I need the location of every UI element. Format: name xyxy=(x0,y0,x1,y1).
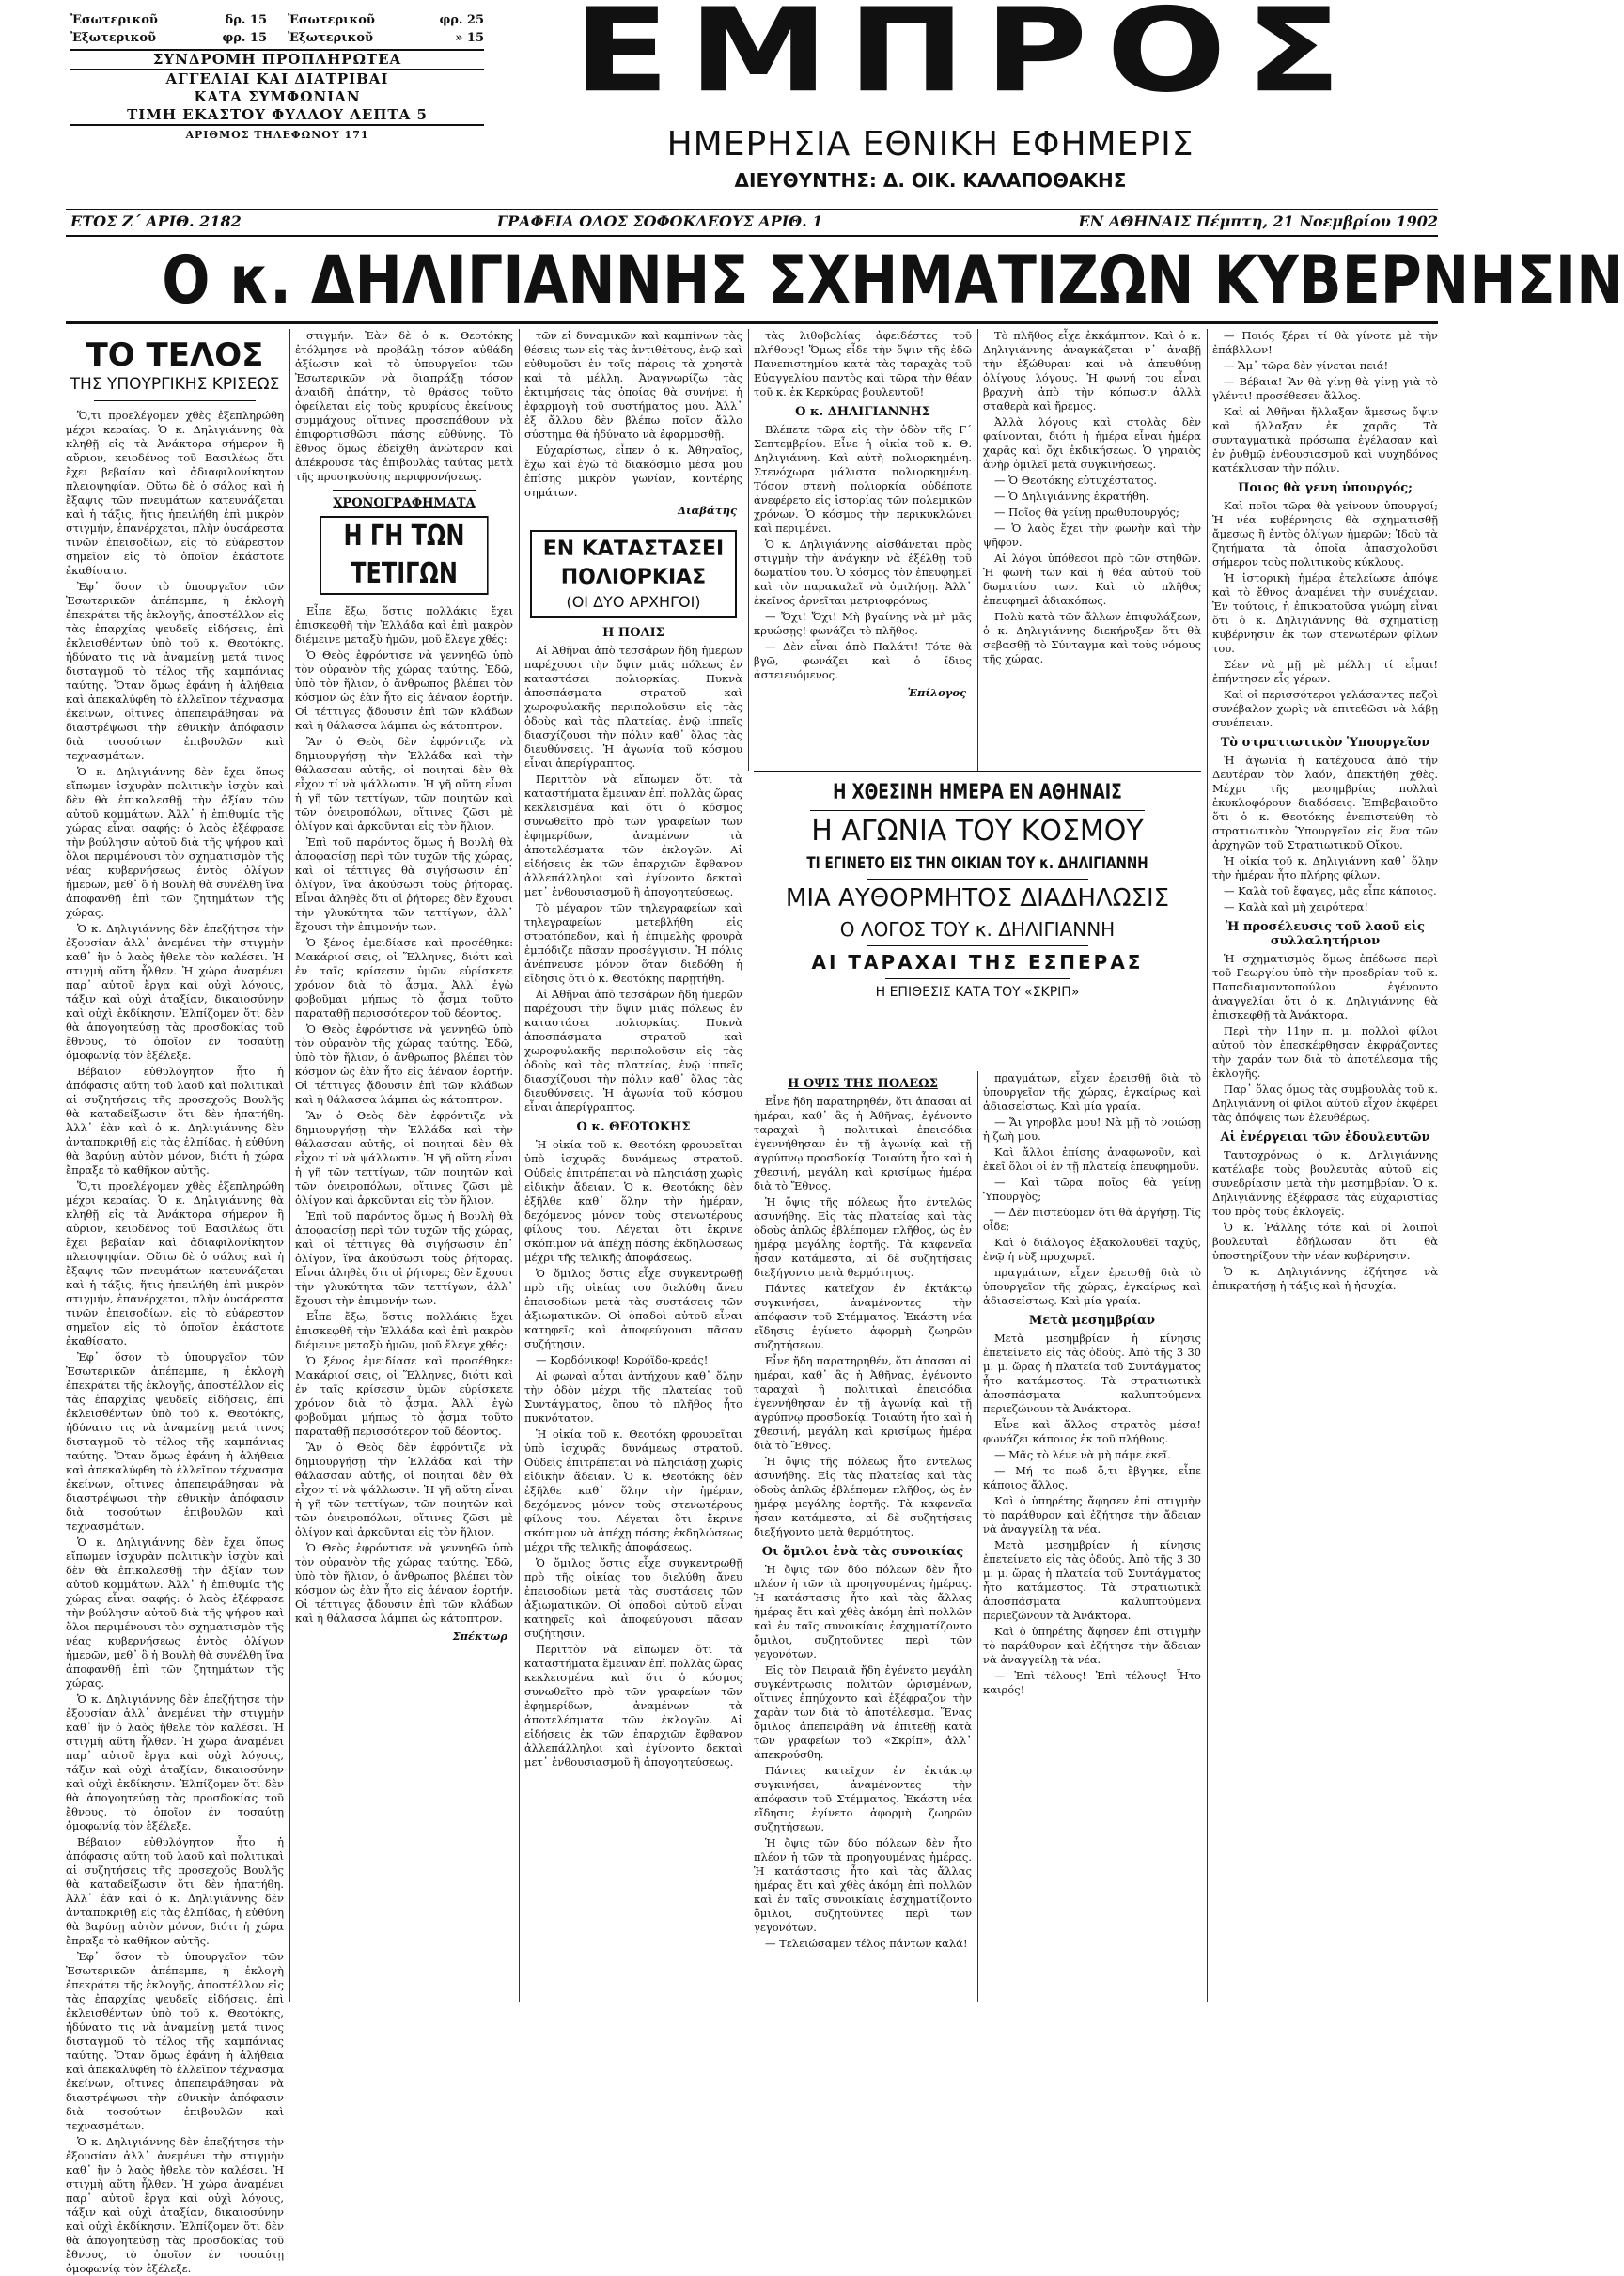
paragraph: — Ὄχι! Ὄχι! Μὴ βγαίνῃς νὰ μὴ μᾶς κρυώσῃς! φωνάζει τὸ πλῆθος. xyxy=(754,610,972,637)
paragraph: — Καλὰ τοῦ ἔφαγες, μᾶς εἶπε κάποιος. xyxy=(1224,884,1437,897)
paragraph: Βέβαιον εὐθυλόγητον ἦτο ἡ ἀπόφασις αὕτη τοῦ λαοῦ καὶ πολιτικαὶ αἱ συζητήσεις τῆς προσεχοῦς Βουλῆς θὰ καταδείξωσιν ὅτι δὲν ἠπατήθη. Ἀλλ᾽ ἐὰν καὶ ὁ κ. Δηλιγιάννης δὲν ἀνταποκριθῇ εἰς τὰς ἐλπίδας, ἡ εὐθύνη θὰ βαρύνῃ αὐτὸν μόνον, διότι ἡ χώρα ἔπραξε τὸ καθῆκον αὐτῆς. xyxy=(66,1065,284,1177)
feature-subheading: Η ΕΠΙΘΕΣΙΣ ΚΑΤΑ ΤΟΥ «ΣΚΡΙΠ» xyxy=(875,985,1080,1000)
paragraph: Καὶ ποῖοι τῶρα θὰ γείνουν ὑπουργοί; Ἡ νέα κυβέρνησις θὰ σχηματισθῇ ἄμεσως ἢ ἐντὸς ὀλίγων ἡμερῶν; Ἰδοὺ τὰ ζητήματα τὰ ὁποῖα ἀπασχολοῦσι σήμερον τοὺς πολιτικοὺς κύκλους. xyxy=(1212,499,1438,569)
paragraph: — Ὁ Θεοτόκης εὐτυχέστατος. xyxy=(994,474,1158,487)
offices: ΓΡΑΦΕΙΑ ΟΔΟΣ ΣΟΦΟΚΛΕΟΥΣ ΑΡΙΘ. 1 xyxy=(496,212,823,230)
column-rule xyxy=(977,1071,978,2002)
paragraph: Εἶνε ἤδη παρατηρηθέν, ὅτι ἀπασαι αἱ ἡμέραι, καθ᾽ ἃς ἡ Ἀθῆνας, ἐγένοντο ταραχαὶ ἢ πολιτικαὶ ἐπεισόδια ἐγεννήθησαν ἐν τῇ ἀγωνίᾳ καὶ τῇ ἀγρύπνῳ προσδοκίᾳ. Τοιαύτη ἦτο καὶ ἡ χθεσινή, μεγάλη καὶ κρισίμως ἡμέρα διὰ τὸ Ἔθνος. xyxy=(754,1095,972,1193)
paragraph: Ἀλλὰ λόγους καὶ στολὰς δὲν φαίνονται, διότι ἡ ἡμέρα εἶναι ἡμέρα χαρᾶς καὶ ὄχι ἐκδικήσεως. Ὁ γηραιὸς ἀνὴρ ὁμιλεῖ μετὰ συγκινήσεως. xyxy=(983,415,1201,471)
paragraph: Ὁ κ. Δηλιγιάννης δὲν ἔχει ὅπως εἴπωμεν ἰσχυρὰν πολιτικὴν ἰσχὺν καὶ δὲν θὰ ἐπικαλεσθῇ τὴν ἀξίαν τῶν αὐτοῦ κομμάτων. Ἀλλ᾽ ἡ ἐπιθυμία τῆς χώρας εἶναι σαφής: ὁ λαὸς ἐξέφρασε τὴν βούλησιν αὐτοῦ διὰ τῆς ψήφου καὶ ὅλοι περιμένουσι τὸν σχηματισμὸν τῆς νέας κυβερνήσεως ἐντὸς ὀλίγων ἡμερῶν, μεθ᾽ ὃ ἡ Βουλὴ θὰ συνέλθῃ ἵνα ἀποφανθῇ ἐπὶ τῶν ζητημάτων τῆς χώρας. xyxy=(66,765,285,919)
column-rule xyxy=(1207,329,1208,2002)
section-heading: Οι ὅμιλοι ἐνὰ τὰς συνοικίας xyxy=(761,1545,964,1559)
paragraph: Μετὰ μεσημβρίαν ἡ κίνησις ἐπετείνετο εἰς τὰς ὁδούς. Ἀπὸ τῆς 3 30 μ. μ. ὥρας ἡ πλατεία τοῦ Συντάγματος ἦτο κατάμεστος. Τὰ στρατιωτικὰ ἀποσπάσματα καλυπτούμενα περιεζώνουν τὰ Ἀνάκτορα. xyxy=(983,1538,1201,1622)
paragraph: τὰς λιθοβολίας ἀφειδέστες τοῦ πλήθους! Ὅμως εἶδε τὴν ὄψιν τῆς ἐδῶ Πανεπιστημίου κατὰ τὰς ταραχὰς τοῦ Εὐαγγελίου παντὸς καὶ τῶρα τὴν θέαν τοῦ κ. ἐκ Κερκύρας βουλευτοῦ! xyxy=(754,329,972,398)
paragraph: πραγμάτων, εἶχεν ἐρεισθῇ διὰ τὸ ὑπουργεῖον τῆς χώρας, ἐγκαίρως καὶ ἀδιασείστως. Καὶ μία γραία. xyxy=(983,1071,1201,1113)
paragraph: Εὐχαρίστως, εἶπεν ὁ κ. Ἀθηναῖος, ἔχω καὶ ἐγὼ τὸ διακόσμιο μέσα μου ἐπίσης μικρὸν γωνίαν, κοντέρης σημάτων. xyxy=(524,444,742,499)
column-4-top xyxy=(754,329,972,771)
paragraph: Βέβαιον εὐθυλόγητον ἦτο ἡ ἀπόφασις αὕτη τοῦ λαοῦ καὶ πολιτικαὶ αἱ συζητήσεις τῆς προσεχοῦς Βουλῆς θὰ καταδείξωσιν ὅτι δὲν ἠπατήθη. Ἀλλ᾽ ἐὰν καὶ ὁ κ. Δηλιγιάννης δὲν ἀνταποκριθῇ εἰς τὰς ἐλπίδας, ἡ εὐθύνη θὰ βαρύνῃ αὐτὸν μόνον, διότι ἡ χώρα ἔπραξε τὸ καθῆκον αὐτῆς. xyxy=(66,1835,284,1947)
paragraph: Πάντες κατεῖχον ἐν ἐκτάκτῳ συγκινήσει, ἀναμένοντες τὴν ἀπόφασιν τοῦ Στέμματος. Ἐκάστη νέα εἴδησις ἐγίνετο ἀφορμὴ ζωηρῶν συζητήσεων. xyxy=(754,1282,972,1351)
paragraph: Ὁ ὅμιλος ὅστις εἶχε συγκεντρωθῇ πρὸ τῆς οἰκίας του διελύθη ἄνευ ἐπεισοδίων μετὰ τὰς συστάσεις τῶν ἀξιωματικῶν. Οἱ ὀπαδοὶ αὐτοῦ εἶναι κατηφεῖς καὶ ἀποφεύγουσι πᾶσαν συζήτησιν. xyxy=(524,1556,742,1640)
paragraph: — Μᾶς τὸ λένε νὰ μὴ πάμε ἐκεῖ. xyxy=(994,1448,1171,1461)
feature-subheading: ΤΙ ΕΓΙΝΕΤΟ ΕΙΣ ΤΗΝ ΟΙΚΙΑΝ ΤΟΥ κ. ΔΗΛΙΓΙΑΝΝΗ xyxy=(806,854,1148,873)
paragraph: Εἶπε ἔξω, ὅστις πολλάκις ἔχει ἐπισκεφθῆ τὴν Ἑλλάδα καὶ ἐπὶ μακρὸν διέμεινε μεταξὺ ἡμῶν, μοῦ ἔλεγε χθές: xyxy=(295,604,513,646)
paragraph: Καὶ ἄλλοι ἐπίσης ἀναφωνοῦν, καὶ ἐκεῖ ὅλοι οἱ ἐν τῇ πλατείᾳ ἐπευφημοῦν. xyxy=(983,1146,1201,1173)
section-heading: ΧΡΟΝΟΓΡΑΦΗΜΑΤΑ xyxy=(333,496,476,510)
article-subtitle: ΤΗΣ ΥΠΟΥΡΓΙΚΗΣ ΚΡΙΣΕΩΣ xyxy=(70,375,280,394)
paragraph: — Καὶ τῶρα ποῖος θὰ γείνῃ Ὑπουργὸς; xyxy=(983,1176,1201,1203)
paragraph: Αἱ Ἀθῆναι ἀπὸ τεσσάρων ἤδη ἡμερῶν παρέχουσι τὴν ὄψιν μιᾶς πόλεως ἐν καταστάσει πολιορκίας. Πυκνὰ ἀποσπάσματα στρατοῦ καὶ χωροφυλακῆς περιπολοῦσιν εἰς τὰς ὁδοὺς καὶ τὰς πλατείας, ἐνῷ ἱππεῖς διασχίζουσι τὴν πόλιν καθ᾽ ὅλας τὰς διευθύνσεις. Ἡ ἀγωνία τοῦ κόσμου εἶναι ἀπερίγραπτος. xyxy=(524,644,742,770)
paragraph: — Τελειώσαμεν τέλος πάντων καλά! xyxy=(765,1937,968,1950)
paragraph: πραγμάτων, εἶχεν ἐρεισθῇ διὰ τὸ ὑπουργεῖον τῆς χώρας, ἐγκαίρως καὶ ἀδιασείστως. Καὶ μία γραία. xyxy=(983,1266,1201,1307)
section-heading: Η ΟΨΙΣ ΤΗΣ ΠΟΛΕΩΣ xyxy=(788,1077,938,1091)
article-title: ΤΟ ΤΕΛΟΣ xyxy=(86,336,264,374)
paragraph: Ἐπὶ τοῦ παρόντος ὅμως ἡ Βουλὴ θὰ ἀποφασίσῃ περὶ τῶν τυχῶν τῆς χώρας, καὶ οἱ τέττιγες θὰ σιγήσωσιν ἐπ᾽ ὀλίγον, ἵνα ἀκούσωσι τοὺς ῥήτορας. Εἶναι ἀληθὲς ὅτι οἱ ῥήτορες δὲν ἔχουσι τὴν γλυκύτητα τῶν τεττίγων, ἀλλ᾽ ἔχουσι τὴν ἐπιμονήν των. xyxy=(295,1209,513,1307)
paragraph: Ὁ κ. Δηλιγιάννης αἰσθάνεται πρὸς στιγμὴν τὴν ἀνάγκην νὰ ἐξέλθῃ τοῦ δωματίου του. Ὁ κόσμος τὸν ἐπευφημεῖ καὶ τὸν παρακαλεῖ νὰ ὁμιλήσῃ. Ἀλλ᾽ ἐκεῖνος ἀρνεῖται μετριοφρόνως. xyxy=(754,538,972,607)
paragraph: Ἂν ὁ Θεὸς δὲν ἐφρόντιζε νὰ δημιουργήσῃ τὴν Ἑλλάδα καὶ τὴν θάλασσαν αὐτῆς, οἱ ποιηταὶ δὲν θὰ εἶχον τί νὰ ψάλλωσιν. Ἡ γῆ αὕτη εἶναι ἡ γῆ τῶν τεττίγων, τῶν ποιητῶν καὶ τῶν ὀνειροπόλων, οἵτινες ζῶσι μὲ ὀλίγον καὶ ἀρκοῦνται εἰς τὸν ἥλιον. xyxy=(295,1441,513,1538)
director-line: ΔΙΕΥΘΥΝΤΗΣ: Δ. ΟΙΚ. ΚΑΛΑΠΟΘΑΚΗΣ xyxy=(734,169,1127,192)
price-row: Ἐσωτερικοῦ φρ. 25 xyxy=(288,13,484,27)
paragraph: — Δὲν πιστεύομεν ὅτι θὰ ἀργήσῃ. Τίς οἶδε; xyxy=(983,1206,1201,1233)
masthead-line: ΑΡΙΘΜΟΣ ΤΗΛΕΦΩΝΟΥ 171 xyxy=(185,129,369,141)
paragraph: Ἐφ᾽ ὅσον τὸ ὑπουργεῖον τῶν Ἐσωτερικῶν ἀπέπεμπε, ἡ ἐκλογὴ ἐπεκράτει τῆς ἐκλογῆς, ἀποστέλλον εἰς τὰς ἐπαρχίας ψευδεῖς εἰδήσεις, ἐπὶ ἐκλεισθέντων ὑπὸ τοῦ κ. Θεοτόκης, ἠδύνατο τις νὰ ἀναμείνῃ μετά τινος δισταγμοῦ τὸ τέλος τῆς καμπάνιας ταύτης. Ὅταν ὅμως ἐφάνη ἡ ἀλήθεια καὶ ἀπεκαλύφθη τὸ ἐλλεῖπον τέχνασμα ἐκείνων, οἵτινες ἀπεπειράθησαν νὰ διαστρέψωσι τὴν ἐθνικὴν ἀπόφασιν διὰ τοσούτων ἐπιβουλῶν καὶ τεχνασμάτων. xyxy=(66,1350,284,1533)
paragraph: — Ἄι γηροβλα μου! Νὰ μῇ τὸ νοιώσῃ ἡ ζωὴ μου. xyxy=(983,1115,1201,1143)
column-5-top xyxy=(983,329,1201,771)
masthead-line: ΤΙΜΗ ΕΚΑΣΤΟΥ ΦΥΛΛΟΥ ΛΕΠΤΑ 5 xyxy=(70,106,484,126)
paragraph: Παρ᾽ ὅλας ὅμως τὰς συμβουλὰς τοῦ κ. Δηλιγιάννη οἱ φίλοι αὐτοῦ εἶχον ἐκφέρει τὰς ἀπόψεις των ἐλευθέρως. xyxy=(1212,1083,1438,1124)
subscription-note: ΣΥΝΔΡΟΜΗ ΠΡΟΠΛΗΡΩΤΕΑ xyxy=(70,49,484,70)
feature-title: Η ΑΓΩΝΙΑ ΤΟΥ ΚΟΣΜΟΥ xyxy=(811,815,1144,848)
paragraph: Ὁ κ. Δηλιγιάννης ἐζήτησε νὰ ἐπικρατήσῃ ἡ τάξις καὶ ἡ ἡσυχία. xyxy=(1212,1265,1438,1292)
column-4-bottom xyxy=(754,1071,972,2002)
signature: Ἐπίλογος xyxy=(907,686,966,699)
price-row: Ἐξωτερικοῦ » 15 xyxy=(288,31,484,45)
paragraph: Ὁ Θεὸς ἐφρόντισε νὰ γεννηθῶ ὑπὸ τὸν οὐρανὸν τῆς χώρας ταύτης. Ἐδῶ, ὑπὸ τὸν ἥλιον, ὁ ἄνθρωπος βλέπει τὸν κόσμον ὡς ἐὰν ἦτο εἰς ἀέναον ἑορτήν. Οἱ τέττιγες ᾄδουσιν ἐπὶ τῶν κλάδων καὶ ἡ θάλασσα λάμπει ὡς κάτοπτρον. xyxy=(295,1022,513,1106)
section-heading: Η ΠΟΛΙΣ xyxy=(602,626,664,640)
issue-date: ΕΝ ΑΘΗΝΑΙΣ Πέμπτη, 21 Νοεμβρίου 1902 xyxy=(1078,212,1438,230)
column-6 xyxy=(1212,329,1438,2002)
section-heading: Αἱ ἐνέργειαι τῶν ἐδουλευτῶν xyxy=(1220,1130,1430,1145)
paragraph: Καὶ ὁ ὑπηρέτης ἄφησεν ἐπὶ στιγμὴν τὸ παράθυρον καὶ ἐζήτησε τὴν ἄδειαν νὰ ἀναγγείλῃ τὰ νέα. xyxy=(983,1625,1201,1666)
paragraph: Ὁ ξένος ἐμειδίασε καὶ προσέθηκε: Μακάριοί σεις, οἱ Ἕλληνες, διότι καὶ ἐν ταῖς κρίσεσιν ὑμῶν εὑρίσκετε χρόνον διὰ τὸ ᾆσμα. Ἀλλ᾽ ἐγὼ φοβοῦμαι μήπως τὸ ᾆσμα τοῦτο παραταθῇ περισσότερον τοῦ δέοντος. xyxy=(295,1354,513,1438)
main-headline: Ο κ. ΔΗΛΙΓΙΑΝΝΗΣ ΣΧΗΜΑΤΙΖΩΝ ΚΥΒΕΡΝΗΣΙΝ xyxy=(162,242,1624,319)
feature-header xyxy=(754,771,1201,1004)
paragraph: Ἡ οἰκία τοῦ κ. Θεοτόκη φρουρεῖται ὑπὸ ἰσχυρᾶς δυνάμεως στρατοῦ. Οὐδεὶς ἐπιτρέπεται νὰ πλησιάσῃ χωρὶς εἰδικὴν ἄδειαν. Ὁ κ. Θεοτόκης δὲν ἐξῆλθε καθ᾽ ὅλην τὴν ἡμέραν, δεχόμενος μόνον τοὺς στενωτέρους φίλους του. Λέγεται ὅτι ἔκρινε σκόπιμον νὰ ἀπέχῃ πάσης ἐκδηλώσεως μέχρι τῆς τελικῆς ἀποφάσεως. xyxy=(524,1138,742,1264)
paragraph: — Κορδόνικοφ! Κορόϊδο-κρεάς! xyxy=(536,1353,709,1366)
column-rule xyxy=(289,329,290,2002)
paragraph: Αἱ φωναὶ αὗται ἀντήχουν καθ᾽ ὅλην τὴν ὁδὸν μέχρι τῆς πλατείας τοῦ Συντάγματος, ὅπου τὸ πλῆθος ἦτο πυκνότατον. xyxy=(524,1369,742,1425)
signature: Σπέκτωρ xyxy=(452,1629,508,1643)
paragraph: Περιττὸν νὰ εἴπωμεν ὅτι τὰ καταστήματα ἔμειναν ἐπὶ πολλὰς ὥρας κεκλεισμένα καὶ ὅτι ὁ κόσμος συνωθεῖτο πρὸ τῶν γραφείων τῶν ἐφημερίδων, ἀναμένων τὰ ἀποτελέσματα τῶν ἐκλογῶν. Αἱ εἰδήσεις ἐκ τῶν ἐπαρχιῶν ἔφθανον ἀλλεπάλληλοι καὶ ἐγίνοντο δεκταὶ μετ᾽ ἐνθουσιασμοῦ ἢ ἀπογοητεύσεως. xyxy=(524,1643,742,1769)
section-heading: Μετὰ μεσημβρίαν xyxy=(1028,1314,1156,1328)
paragraph: Μετὰ μεσημβρίαν ἡ κίνησις ἐπετείνετο εἰς τὰς ὁδούς. Ἀπὸ τῆς 3 30 μ. μ. ὥρας ἡ πλατεία τοῦ Συντάγματος ἦτο κατάμεστος. Τὰ στρατιωτικὰ ἀποσπάσματα καλυπτούμενα περιεζώνουν τὰ Ἀνάκτορα. xyxy=(983,1332,1201,1415)
masthead-line: ΚΑΤΑ ΣΥΜΦΩΝΙΑΝ xyxy=(194,88,361,105)
paragraph: — Ἄμ᾽ τῶρα δὲν γίνεται πειά! xyxy=(1224,359,1389,372)
feature-subheading: ΑΙ ΤΑΡΑΧΑΙ ΤΗΣ ΕΣΠΕΡΑΣ xyxy=(811,951,1144,974)
paragraph: Ἡ ἱστορικὴ ἡμέρα ἐτελείωσε ἀπόψε καὶ τὸ ἔθνος ἀναμένει τὴν συνέχειαν. Ἐν τούτοις, ἡ ἐπικρατοῦσα γνώμη εἶναι ὅτι ὁ κ. Δηλιγιάννης θὰ σχηματίσῃ κυβέρνησιν ἐκ τῶν στενωτέρων φίλων του. xyxy=(1212,571,1438,655)
paragraph: — Μή το πωδ ὅ,τι ἔβγηκε, εἶπε κάποιος ἄλλος. xyxy=(983,1464,1201,1491)
paragraph: Περιττὸν νὰ εἴπωμεν ὅτι τὰ καταστήματα ἔμειναν ἐπὶ πολλὰς ὥρας κεκλεισμένα καὶ ὅτι ὁ κόσμος συνωθεῖτο πρὸ τῶν γραφείων τῶν ἐφημερίδων, ἀναμένων τὰ ἀποτελέσματα τῶν ἐκλογῶν. Αἱ εἰδήσεις ἐκ τῶν ἐπαρχιῶν ἔφθανον ἀλλεπάλληλοι καὶ ἐγίνοντο δεκταὶ μετ᾽ ἐνθουσιασμοῦ ἢ ἀπογοητεύσεως. xyxy=(524,772,742,898)
paragraph: Ἡ ὄψις τῶν δύο πόλεων δὲν ἦτο πλέον ἡ τῶν τὰ προηγουμένας ἡμέρας. Ἡ κατάστασις ἦτο καὶ τὰς ἄλλας ἡμέρας ἔτι καὶ χθὲς ἀκόμη ἐπὶ πολλῶν καὶ ἐν ταῖς συνοικίαις ἐσχηματίζοντο ὅμιλοι, συζητοῦντες περὶ τῶν γεγονότων. xyxy=(754,1836,972,1934)
paragraph: Πάντες κατεῖχον ἐν ἐκτάκτῳ συγκινήσει, ἀναμένοντες τὴν ἀπόφασιν τοῦ Στέμματος. Ἐκάστη νέα εἴδησις ἐγίνετο ἀφορμὴ ζωηρῶν συζητήσεων. xyxy=(754,1764,972,1833)
paragraph: Ταυτοχρόνως ὁ κ. Δηλιγιάννης κατέλαβε τοὺς βουλευτὰς αὐτοῦ εἰς συνεδρίασιν μετὰ τὴν μεσημβρίαν. Ὁ κ. Δηλιγιάννης ἐξέφρασε τὰς εὐχαριστίας του πρὸς τοὺς ἐκλογεῖς. xyxy=(1212,1148,1438,1218)
section-heading: Ο κ. ΔΗΛΙΓΙΑΝΝΗΣ xyxy=(795,405,930,419)
paragraph: Ὁ ὅμιλος ὅστις εἶχε συγκεντρωθῇ πρὸ τῆς οἰκίας του διελύθη ἄνευ ἐπεισοδίων μετὰ τὰς συστάσεις τῶν ἀξιωματικῶν. Οἱ ὀπαδοὶ αὐτοῦ εἶναι κατηφεῖς καὶ ἀποφεύγουσι πᾶσαν συζήτησιν. xyxy=(524,1267,742,1350)
paragraph: Καὶ αἱ Ἀθῆναι ἤλλαξαν ἄμεσως ὄψιν καὶ ἤλλαξαν ἐκ χαρᾶς. Τὰ συνταγματικὰ πρόσωπα ἐγέλασαν καὶ ἐν ῥυθμῷ ἐνθουσιασμοῦ καὶ ψυχηδόνος κατέκλυσαν τὴν πόλιν. xyxy=(1212,405,1438,475)
paragraph: Εἰς τὸν Πειραιᾶ ἤδη ἐγένετο μεγάλη συγκέντρωσις πολιτῶν ὡρισμένων, οἵτινες ἐπηύχοντο καὶ ἐξέφραζον τὴν χαρὰν των διὰ τὸ ἀποτέλεσμα. Ἕνας ὅμιλος ἀπεπειράθη νὰ ἐπιτεθῇ κατὰ τῶν γραφείων τοῦ «Σκρίπ», ἀλλ᾽ ἀπεκρούσθη. xyxy=(754,1663,972,1761)
paragraph: Ἡ ὄψις τῆς πόλεως ἦτο ἐντελῶς ἀσυνήθης. Εἰς τὰς πλατείας καὶ τὰς ὁδοὺς ἀπλῶς ἐβλέπομεν πλῆθος, ὡς ἐν ἡμέρᾳ μεγάλης ἑορτῆς. Τὰ καφενεῖα ἦσαν κατάμεστα, αἱ δὲ συζητήσεις διεξήγοντο μετὰ θερμότητος. xyxy=(754,1195,972,1279)
paragraph: Ἡ σχηματισμὸς ὅμως ἐπέδωσε περὶ τοῦ Γεωργίου ὑπὸ τὴν προεδρίαν τοῦ κ. Παπαδιαμαντοπούλου ἐγένοντο ἀναγγελίαι ὅτι ὁ κ. Δηλιγιάννης θὰ ἐπισκεφθῇ τὰ Ἀνάκτορα. xyxy=(1212,952,1438,1021)
newspaper-subtitle: ΗΜΕΡΗΣΙΑ ΕΘΝΙΚΗ ΕΦΗΜΕΡΙΣ xyxy=(666,125,1195,164)
paragraph: Αἱ λόγοι ὑπόθεσοι πρὸ τῶν στηθῶν. Ἡ φωνὴ τῶν καὶ ἡ θέα αὐτοῦ τοῦ δωματίου των. Καὶ τὸ πλῆθος ἐπευφημεῖ ἀδιακόπως. xyxy=(983,552,1201,607)
paragraph: Εἶνε καὶ ἄλλος στρατὸς μέσα! φωνάζει κάποιος ἐκ τοῦ πλήθους. xyxy=(983,1418,1201,1445)
paragraph: Καὶ οἱ περισσότεροι γελάσαντες πεζοὶ συνέβαλον χωρὶς νὰ ἐπιτεθῶσι νὰ λάβῃ συνέπειαν. xyxy=(1212,688,1438,729)
column-rule xyxy=(977,329,978,771)
paragraph: Εἶπε ἔξω, ὅστις πολλάκις ἔχει ἐπισκεφθῆ τὴν Ἑλλάδα καὶ ἐπὶ μακρὸν διέμεινε μεταξὺ ἡμῶν, μοῦ ἔλεγε χθές: xyxy=(295,1310,513,1351)
column-3 xyxy=(524,329,742,2002)
paragraph: Τὸ πλῆθος εἶχε ἐκκάμπτον. Καὶ ὁ κ. Δηλιγιάννης ἀναγκάζεται ν᾽ ἀναβῇ τὴν ἐξώθυραν καὶ νὰ ἀπευθύνῃ ὀλίγους λόγους. Ἡ φωνή του εἶναι βραχνὴ ἀπὸ τὴν κόπωσιν ἀλλὰ σταθερὰ καὶ ἤρεμος. xyxy=(983,329,1201,413)
price-row: Ἐσωτερικοῦ δρ. 15 xyxy=(70,13,267,27)
paragraph: Ἂν ὁ Θεὸς δὲν ἐφρόντιζε νὰ δημιουργήσῃ τὴν Ἑλλάδα καὶ τὴν θάλασσαν αὐτῆς, οἱ ποιηταὶ δὲν θὰ εἶχον τί νὰ ψάλλωσιν. Ἡ γῆ αὕτη εἶναι ἡ γῆ τῶν τεττίγων, τῶν ποιητῶν καὶ τῶν ὀνειροπόλων, οἵτινες ζῶσι μὲ ὀλίγον καὶ ἀρκοῦνται εἰς τὸν ἥλιον. xyxy=(295,735,513,833)
paragraph: Περὶ τὴν 11ην π. μ. πολλοὶ φίλοι αὐτοῦ τὸν ἐπεσκέφθησαν ἐκφράζοντες τὴν χαράν των διὰ τὸ ἀποτέλεσμα τῆς ἐκλογῆς. xyxy=(1212,1024,1438,1080)
section-heading: Ποιος θὰ γενη ὑπουργός; xyxy=(1238,481,1413,495)
paragraph: Καὶ ὁ ὑπηρέτης ἄφησεν ἐπὶ στιγμὴν τὸ παράθυρον καὶ ἐζήτησε τὴν ἄδειαν νὰ ἀναγγείλῃ τὰ νέα. xyxy=(983,1494,1201,1536)
feature-kicker: Η ΧΘΕΣΙΝΗ ΗΜΕΡΑ ΕΝ ΑΘΗΝΑΙΣ xyxy=(833,781,1122,804)
paragraph: — Ὁ Δηλιγιάννης ἐκρατήθη. xyxy=(994,490,1149,503)
paragraph: Ἂν ὁ Θεὸς δὲν ἐφρόντιζε νὰ δημιουργήσῃ τὴν Ἑλλάδα καὶ τὴν θάλασσαν αὐτῆς, οἱ ποιηταὶ δὲν θὰ εἶχον τί νὰ ψάλλωσιν. Ἡ γῆ αὕτη εἶναι ἡ γῆ τῶν τεττίγων, τῶν ποιητῶν καὶ τῶν ὀνειροπόλων, οἵτινες ζῶσι μὲ ὀλίγον καὶ ἀρκοῦνται εἰς τὸν ἥλιον. xyxy=(295,1109,513,1207)
paragraph: — Ὁ λαὸς ἔχει τὴν φωνὴν καὶ τὴν ψῆφον. xyxy=(983,522,1201,549)
paragraph: Ἡ ὄψις τῶν δύο πόλεων δὲν ἦτο πλέον ἡ τῶν τὰ προηγουμένας ἡμέρας. Ἡ κατάστασις ἦτο καὶ τὰς ἄλλας ἡμέρας ἔτι καὶ χθὲς ἀκόμη ἐπὶ πολλῶν καὶ ἐν ταῖς συνοικίαις ἐσχηματίζοντο ὅμιλοι, συζητοῦντες περὶ τῶν γεγονότων. xyxy=(754,1563,972,1660)
kicker: Διαβάτης xyxy=(678,504,737,517)
column-5-bottom xyxy=(983,1071,1201,2002)
masthead-line: ΑΓΓΕΛΙΑΙ ΚΑΙ ΔΙΑΤΡΙΒΑΙ xyxy=(165,70,389,87)
section-heading: Ἡ προσέλευσις τοῦ λαοῦ εἰς συλλαλητήριον xyxy=(1226,920,1425,948)
paragraph: Ἡ ὄψις τῆς πόλεως ἦτο ἐντελῶς ἀσυνήθης. Εἰς τὰς πλατείας καὶ τὰς ὁδοὺς ἀπλῶς ἐβλέπομεν πλῆθος, ὡς ἐν ἡμέρᾳ μεγάλης ἑορτῆς. Τὰ καφενεῖα ἦσαν κατάμεστα, αἱ δὲ συζητήσεις διεξήγοντο μετὰ θερμότητος. xyxy=(754,1455,972,1538)
paragraph: Ἐφ᾽ ὅσον τὸ ὑπουργεῖον τῶν Ἐσωτερικῶν ἀπέπεμπε, ἡ ἐκλογὴ ἐπεκράτει τῆς ἐκλογῆς, ἀποστέλλον εἰς τὰς ἐπαρχίας ψευδεῖς εἰδήσεις, ἐπὶ ἐκλεισθέντων ὑπὸ τοῦ κ. Θεοτόκης, ἠδύνατο τις νὰ ἀναμείνῃ μετά τινος δισταγμοῦ τὸ τέλος τῆς καμπάνιας ταύτης. Ὅταν ὅμως ἐφάνη ἡ ἀλήθεια καὶ ἀπεκαλύφθη τὸ ἐλλεῖπον τέχνασμα ἐκείνων, οἵτινες ἀπεπειράθησαν νὰ διαστρέψωσι τὴν ἐθνικὴν ἀπόφασιν διὰ τοσούτων ἐπιβουλῶν καὶ τεχνασμάτων. xyxy=(66,1950,284,2132)
issue-info-bar xyxy=(70,212,1438,230)
issue-year: ΕΤΟΣ Ζ΄ ΑΡΙΘ. 2182 xyxy=(70,212,242,230)
paragraph: — Ποῖος θὰ γείνῃ πρωθυπουργός; xyxy=(994,506,1179,519)
paragraph: Ἡ ἀγωνία ἡ κατέχουσα ἀπὸ τὴν Δευτέραν τὸν λαόν, ἀπεκτήθη χθὲς. Μέχρι τῆς μεσημβρίας πολλαὶ ἐκυκλοφόρουν διαδόσεις. Ἐπιβεβαιοῦτο ὅτι ὁ κ. Θεοτόκης ἐνεπιστεύθη τὸ στρατιωτικὸν Ὑπουργεῖον εἰς ἕνα τῶν ἀρχηγῶν τοῦ Στρατιωτικοῦ Οἴκου. xyxy=(1212,754,1438,851)
paragraph: Ὁ κ. Δηλιγιάννης δὲν ἔχει ὅπως εἴπωμεν ἰσχυρὰν πολιτικὴν ἰσχὺν καὶ δὲν θὰ ἐπικαλεσθῇ τὴν ἀξίαν τῶν αὐτοῦ κομμάτων. Ἀλλ᾽ ἡ ἐπιθυμία τῆς χώρας εἶναι σαφής: ὁ λαὸς ἐξέφρασε τὴν βούλησιν αὐτοῦ διὰ τῆς ψήφου καὶ ὅλοι περιμένουσι τὸν σχηματισμὸν τῆς νέας κυβερνήσεως ἐντὸς ὀλίγων ἡμερῶν, μεθ᾽ ὃ ἡ Βουλὴ θὰ συνέλθῃ ἵνα ἀποφανθῇ ἐπὶ τῶν ζητημάτων τῆς χώρας. xyxy=(66,1536,285,1690)
divider xyxy=(66,209,1438,210)
masthead-info xyxy=(70,11,484,144)
paragraph: Τὸ μέγαρον τῶν τηλεγραφείων καὶ τηλεγραφείων μετεβλήθη εἰς στρατόπεδον, καὶ ἡ ἐπιμελὴς φρουρὰ ἐμπόδιζε πᾶσαν προσέγγισιν. Ἡ πόλις ἀνέπνευσε μόνον ὅταν διεδόθη ἡ εἴδησις ὅτι ὁ κ. Θεοτόκης παρῃτήθη. xyxy=(524,901,742,985)
paragraph: Ὁ κ. Δηλιγιάννης δὲν ἐπεζήτησε τὴν ἐξουσίαν ἀλλ᾽ ἀνεμένει τὴν στιγμὴν καθ᾽ ἣν ὁ λαὸς ἤθελε τὸν καλέσει. Ἡ στιγμὴ αὕτη ἦλθεν. Ἡ χώρα ἀναμένει παρ᾽ αὐτοῦ ἔργα καὶ οὐχὶ λόγους, τάξιν καὶ οὐχὶ ἀταξίαν, δικαιοσύνην καὶ οὐχὶ ἐκδίκησιν. Ἐλπίζομεν ὅτι δὲν θὰ ἀπογοητεύσῃ τὰς προσδοκίας τοῦ ἔθνους, τὸ ὁποῖον ἐν τοσαύτῃ ὁμοφωνίᾳ τὸν ἐξέλεξε. xyxy=(66,2135,284,2275)
paragraph: Ἡ οἰκία τοῦ κ. Δηλιγιάννη καθ᾽ ὅλην τὴν ἡμέραν ἦτο πλήρης φίλων. xyxy=(1212,854,1438,881)
column-2 xyxy=(295,329,513,2002)
paragraph: Καὶ ὁ διάλογος ἐξακολουθεῖ ταχύς, ἐνῷ ἡ νὺξ προχωρεῖ. xyxy=(983,1236,1201,1263)
paragraph: Ἐφ᾽ ὅσον τὸ ὑπουργεῖον τῶν Ἐσωτερικῶν ἀπέπεμπε, ἡ ἐκλογὴ ἐπεκράτει τῆς ἐκλογῆς, ἀποστέλλον εἰς τὰς ἐπαρχίας ψευδεῖς εἰδήσεις, ἐπὶ ἐκλεισθέντων ὑπὸ τοῦ κ. Θεοτόκης, ἠδύνατο τις νὰ ἀναμείνῃ μετά τινος δισταγμοῦ τὸ τέλος τῆς καμπάνιας ταύτης. Ὅταν ὅμως ἐφάνη ἡ ἀλήθεια καὶ ἀπεκαλύφθη τὸ ἐλλεῖπον τέχνασμα ἐκείνων, οἵτινες ἀπεπειράθησαν νὰ διαστρέψωσι τὴν ἐθνικὴν ἀπόφασιν διὰ τοσούτων ἐπιβουλῶν καὶ τεχνασμάτων. xyxy=(66,580,284,762)
paragraph: Εἶνε ἤδη παρατηρηθέν, ὅτι ἀπασαι αἱ ἡμέραι, καθ᾽ ἃς ἡ Ἀθῆνας, ἐγένοντο ταραχαὶ ἢ πολιτικαὶ ἐπεισόδια ἐγεννήθησαν ἐν τῇ ἀγωνίᾳ καὶ τῇ ἀγρύπνῳ προσδοκίᾳ. Τοιαύτη ἦτο καὶ ἡ χθεσινή, μεγάλη καὶ κρισίμως ἡμέρα διὰ τὸ Ἔθνος. xyxy=(754,1354,972,1452)
column-rule xyxy=(748,329,749,771)
divider xyxy=(66,235,1438,237)
paragraph: Ἡ οἰκία τοῦ κ. Θεοτόκη φρουρεῖται ὑπὸ ἰσχυρᾶς δυνάμεως στρατοῦ. Οὐδεὶς ἐπιτρέπεται νὰ πλησιάσῃ χωρὶς εἰδικὴν ἄδειαν. Ὁ κ. Θεοτόκης δὲν ἐξῆλθε καθ᾽ ὅλην τὴν ἡμέραν, δεχόμενος μόνον τοὺς στενωτέρους φίλους του. Λέγεται ὅτι ἔκρινε σκόπιμον νὰ ἀπέχῃ πάσης ἐκδηλώσεως μέχρι τῆς τελικῆς ἀποφάσεως. xyxy=(524,1427,742,1553)
paragraph: — Ποιός ξέρει τί θὰ γίνοτε μὲ τὴν ἐπάβλλων! xyxy=(1212,329,1438,356)
paragraph: Ὁ ξένος ἐμειδίασε καὶ προσέθηκε: Μακάριοί σεις, οἱ Ἕλληνες, διότι καὶ ἐν ταῖς κρίσεσιν ὑμῶν εὑρίσκετε χρόνον διὰ τὸ ᾆσμα. Ἀλλ᾽ ἐγὼ φοβοῦμαι μήπως τὸ ᾆσμα τοῦτο παραταθῇ περισσότερον τοῦ δέοντος. xyxy=(295,936,513,1020)
paragraph: — Βέβαια! Ἂν θὰ γίνῃ θὰ γίνῃ γιὰ τὸ γλέντι! προσέθεσεν ἄλλος. xyxy=(1212,375,1438,402)
divider xyxy=(66,321,1438,324)
paragraph: τῶν εἰ δυναμικῶν καὶ καμπίνων τὰς θέσεις των εἰς τὰς ἀντιθέτους, ἐνῷ καὶ εὐθυμοῦσι ἐν τοῖς πάροις τὰ χρηστὰ καὶ τὰ μέλλη. Ἀναγνωρίζω τὰς ἐκτιμήσεις τὰς ὁποίας θὰ συνήνει ἡ ἐφαρμογὴ τοῦ συστήματος μου. Ἀλλ᾽ ἐξ ἄλλου δὲν βλέπω ποῖον ἄλλο σύστημα θὰ ἠδύνατο νὰ ἐφαρμοσθῇ. xyxy=(524,329,742,441)
paragraph: Ὁ Θεὸς ἐφρόντισε νὰ γεννηθῶ ὑπὸ τὸν οὐρανὸν τῆς χώρας ταύτης. Ἐδῶ, ὑπὸ τὸν ἥλιον, ὁ ἄνθρωπος βλέπει τὸν κόσμον ὡς ἐὰν ἦτο εἰς ἀέναον ἑορτήν. Οἱ τέττιγες ᾄδουσιν ἐπὶ τῶν κλάδων καὶ ἡ θάλασσα λάμπει ὡς κάτοπτρον. xyxy=(295,1541,513,1625)
feature-subheading: Ο ΛΟΓΟΣ ΤΟΥ κ. ΔΗΛΙΓΙΑΝΝΗ xyxy=(839,918,1116,941)
paragraph: Πολὺ κατὰ τῶν ἄλλων ἐπιφυλάξεων, ὁ κ. Δηλιγιάννης διεκήρυξεν ὅτι θὰ σεβασθῇ τὸ Σύνταγμα καὶ τοὺς νόμους τῆς χώρας. xyxy=(983,610,1201,665)
paragraph: Σέεν νὰ μῇ μὲ μέλλῃ τί εἶμαι! ἐπήντησεν εἷς γέρων. xyxy=(1212,658,1438,685)
paragraph: Βλέπετε τῶρα εἰς τὴν ὁδὸν τῆς Γ΄ Σεπτεμβρίου. Εἶνε ἡ οἰκία τοῦ κ. Θ. Δηλιγιάννη. Καὶ αὐτὴ πολιορκημένη. Στενόχωρα μάλιστα πολιορκημένη. Τόσον στενὴ πολιορκία οὐδέποτε ἀνεφέρετο εἰς ἱστορίας τῶν πολεμικῶν χρόνων. Ὁ κόσμος τὴν περικυκλώνει καὶ περιμένει. xyxy=(754,423,972,535)
column-1 xyxy=(66,329,285,2275)
paragraph: Ὅ,τι προελέγομεν χθὲς ἐξεπληρώθη μέχρι κεραίας. Ὁ κ. Δηλιγιάννης θὰ κληθῇ εἰς τὰ Ἀνάκτορα σήμερον ἢ αὔριον, κειοδένος τοῦ Βασιλέως ὅτι ἔχει βεβαίαν καὶ ἀδιαφιλονίκητον πλειοψηφίαν. Οὕτω δὲ ὁ σάλος καὶ ἡ ἔξαψις τῶν πνευμάτων κατευνάζεται καὶ ἡ τάξις, ἥτις ἠπειλήθη ἐπὶ μικρὸν στιγμήν, ἐπανέρχεται, πλὴν ὀυσάρεστα τινῶν ἐπεισοδίων, εἰς τὸ εὐάρεστον σημεῖον εἰς τὸ ὁποῖον ἐκάστοτε ἐκαθίσατο. xyxy=(66,1179,284,1348)
paragraph: — Καλὰ καὶ μὴ χειρότερα! xyxy=(1224,900,1368,913)
section-heading: Ο κ. ΘΕΟΤΟΚΗΣ xyxy=(576,1120,691,1134)
paragraph: Ὁ κ. Δηλιγιάννης δὲν ἐπεζήτησε τὴν ἐξουσίαν ἀλλ᾽ ἀνεμένει τὴν στιγμὴν καθ᾽ ἣν ὁ λαὸς ἤθελε τὸν καλέσει. Ἡ στιγμὴ αὕτη ἦλθεν. Ἡ χώρα ἀναμένει παρ᾽ αὐτοῦ ἔργα καὶ οὐχὶ λόγους, τάξιν καὶ οὐχὶ ἀταξίαν, δικαιοσύνην καὶ οὐχὶ ἐκδίκησιν. Ἐλπίζομεν ὅτι δὲν θὰ ἀπογοητεύσῃ τὰς προσδοκίας τοῦ ἔθνους, τὸ ὁποῖον ἐν τοσαύτῃ ὁμοφωνίᾳ τὸν ἐξέλεξε. xyxy=(66,1692,284,1832)
paragraph: Ὁ κ. Δηλιγιάννης δὲν ἐπεζήτησε τὴν ἐξουσίαν ἀλλ᾽ ἀνεμένει τὴν στιγμὴν καθ᾽ ἣν ὁ λαὸς ἤθελε τὸν καλέσει. Ἡ στιγμὴ αὕτη ἦλθεν. Ἡ χώρα ἀναμένει παρ᾽ αὐτοῦ ἔργα καὶ οὐχὶ λόγους, τάξιν καὶ οὐχὶ ἀταξίαν, δικαιοσύνην καὶ οὐχὶ ἐκδίκησιν. Ἐλπίζομεν ὅτι δὲν θὰ ἀπογοητεύσῃ τὰς προσδοκίας τοῦ ἔθνους, τὸ ὁποῖον ἐν τοσαύτῃ ὁμοφωνίᾳ τὸν ἐξέλεξε. xyxy=(66,922,284,1062)
feature-subheading: ΜΙΑ ΑΥΘΟΡΜΗΤΟΣ ΔΙΑΔΗΛΩΣΙΣ xyxy=(785,884,1170,912)
boxed-title: ΕΝ ΚΑΤΑΣΤΑΣΕΙ ΠΟΛΙΟΡΚΙΑΣ (ΟΙ ΔΥΟ ΑΡΧΗΓΟΙ) xyxy=(530,530,737,618)
paragraph: στιγμήν. Ἐὰν δὲ ὁ κ. Θεοτόκης ἐτόλμησε νὰ προβάλῃ τόσον αὐθάδη ἀξίωσιν καὶ τὸ ὑπουργεῖον τῶν Ἐσωτερικῶν νὰ διαπράξῃ τόσον ἀναιδῆ ἀπάτην, τὸ θράσος τοῦτο ὀφείλεται εἰς τοὺς κρυφίους ἐκείνους συμμάχους οἵτινες προσεπάθουν νὰ ἐπιφορτισθῶσι πάσης εὐθύνης. Τὸ ἔθνος ὅμως ἐδείχθη ἀνώτερον καὶ ἀπέκρουσε τὰς ἐπιβουλὰς ταύτας μετὰ τῆς προσηκούσης περιφρονήσεως. xyxy=(295,329,513,483)
paragraph: — Ἐπὶ τέλους! Ἐπὶ τέλους! Ἦτο καιρός! xyxy=(983,1669,1201,1696)
newspaper-logo: ΕΜΠΡΟΣ xyxy=(573,0,1361,118)
boxed-title: Η ΓΗ ΤΩΝ ΤΕΤΙΓΩΝ xyxy=(320,516,488,595)
paragraph: Αἱ Ἀθῆναι ἀπὸ τεσσάρων ἤδη ἡμερῶν παρέχουσι τὴν ὄψιν μιᾶς πόλεως ἐν καταστάσει πολιορκίας. Πυκνὰ ἀποσπάσματα στρατοῦ καὶ χωροφυλακῆς περιπολοῦσιν εἰς τὰς ὁδοὺς καὶ τὰς πλατείας, ἐνῷ ἱππεῖς διασχίζουσι τὴν πόλιν καθ᾽ ὅλας τὰς διευθύνσεις. Ἡ ἀγωνία τοῦ κόσμου εἶναι ἀπερίγραπτος. xyxy=(524,988,742,1114)
column-rule xyxy=(519,329,520,2002)
article-columns xyxy=(66,329,1438,2275)
paragraph: Ὁ κ. Ῥάλλης τότε καὶ οἱ λοιποὶ βουλευταὶ ἐδήλωσαν ὅτι θὰ ὑποστηρίξουν τὴν νέαν κυβέρνησιν. xyxy=(1212,1221,1438,1262)
paragraph: Ἐπὶ τοῦ παρόντος ὅμως ἡ Βουλὴ θὰ ἀποφασίσῃ περὶ τῶν τυχῶν τῆς χώρας, καὶ οἱ τέττιγες θὰ σιγήσωσιν ἐπ᾽ ὀλίγον, ἵνα ἀκούσωσι τοὺς ῥήτορας. Εἶναι ἀληθὲς ὅτι οἱ ῥήτορες δὲν ἔχουσι τὴν γλυκύτητα τῶν τεττίγων, ἀλλ᾽ ἔχουσι τὴν ἐπιμονήν των. xyxy=(295,835,513,933)
section-heading: Τὸ στρατιωτικὸν Ὑπουργεῖον xyxy=(1220,736,1430,750)
paragraph: Ὁ Θεὸς ἐφρόντισε νὰ γεννηθῶ ὑπὸ τὸν οὐρανὸν τῆς χώρας ταύτης. Ἐδῶ, ὑπὸ τὸν ἥλιον, ὁ ἄνθρωπος βλέπει τὸν κόσμον ὡς ἐὰν ἦτο εἰς ἀέναον ἑορτήν. Οἱ τέττιγες ᾄδουσιν ἐπὶ τῶν κλάδων καὶ ἡ θάλασσα λάμπει ὡς κάτοπτρον. xyxy=(295,648,513,732)
paragraph: Ὅ,τι προελέγομεν χθὲς ἐξεπληρώθη μέχρι κεραίας. Ὁ κ. Δηλιγιάννης θὰ κληθῇ εἰς τὰ Ἀνάκτορα σήμερον ἢ αὔριον, κειοδένος τοῦ Βασιλέως ὅτι ἔχει βεβαίαν καὶ ἀδιαφιλονίκητον πλειοψηφίαν. Οὕτω δὲ ὁ σάλος καὶ ἡ ἔξαψις τῶν πνευμάτων κατευνάζεται καὶ ἡ τάξις, ἥτις ἠπειλήθη ἐπὶ μικρὸν στιγμήν, ἐπανέρχεται, πλὴν ὀυσάρεστα τινῶν ἐπεισοδίων, εἰς τὸ εὐάρεστον σημεῖον εἰς τὸ ὁποῖον ἐκάστοτε ἐκαθίσατο. xyxy=(66,409,284,577)
paragraph: — Δὲν εἶναι ἀπὸ Παλάτι! Τότε θὰ βγῶ, φωνάζει καὶ ὁ ἴδιος ἀστειευόμενος. xyxy=(754,640,972,681)
price-row: Ἐξωτερικοῦ φρ. 15 xyxy=(70,31,267,45)
